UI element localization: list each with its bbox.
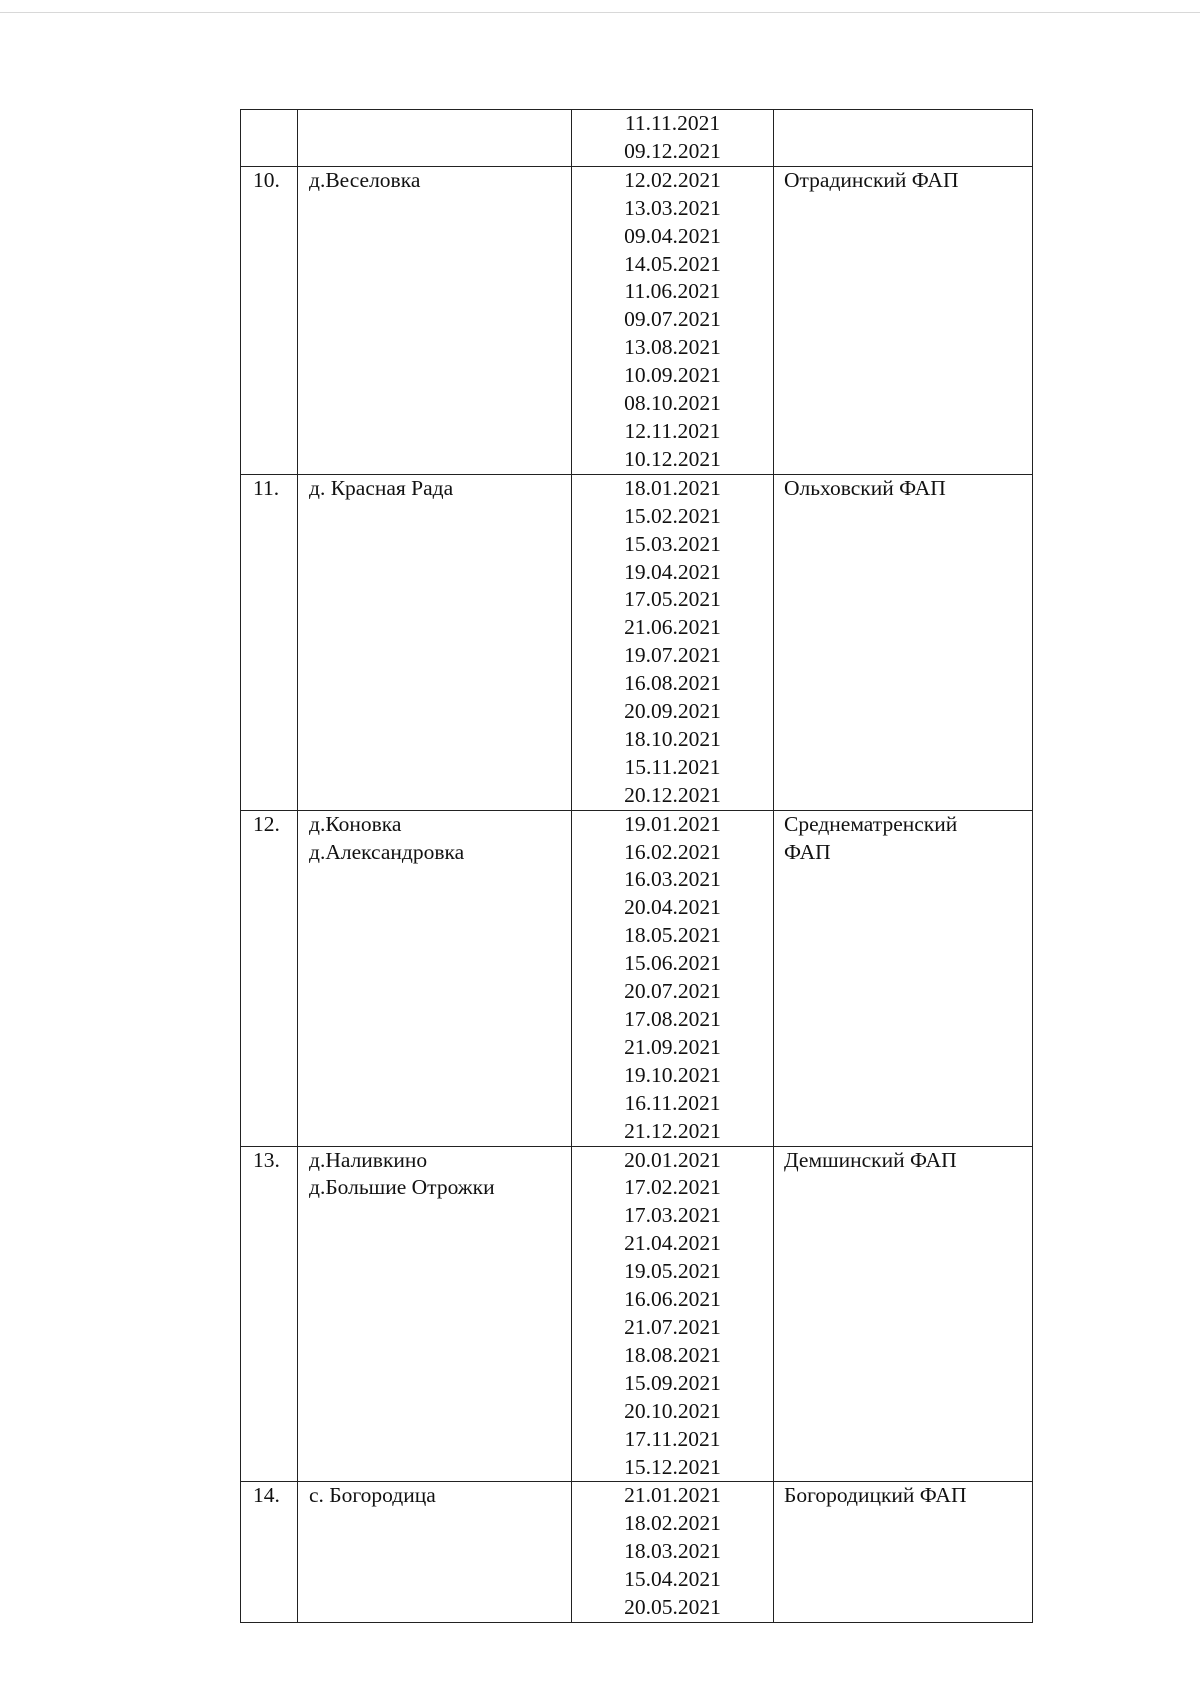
place-name: д.Александровка	[309, 839, 465, 864]
row-number-cell	[241, 110, 298, 167]
dates-cell	[572, 810, 774, 1146]
date-entry: 08.10.2021	[624, 391, 721, 416]
date-entry: 20.05.2021	[624, 1595, 721, 1620]
date-entry: 21.04.2021	[624, 1231, 721, 1256]
table-row	[241, 810, 1033, 1146]
date-entry: 19.04.2021	[624, 559, 721, 584]
row-number: 12.	[253, 811, 280, 836]
place-name: д.Веселовка	[309, 167, 421, 192]
date-entry: 15.06.2021	[624, 951, 721, 976]
date-entry: 13.03.2021	[624, 195, 721, 220]
date-entry: 09.04.2021	[624, 223, 721, 248]
row-number-cell	[241, 474, 298, 810]
date-entry: 18.05.2021	[624, 923, 721, 948]
schedule-body	[241, 110, 1033, 1623]
date-entry: 14.05.2021	[624, 251, 721, 276]
date-entry: 13.08.2021	[624, 335, 721, 360]
place-cell	[298, 1482, 572, 1623]
table-row	[241, 110, 1033, 167]
fap-name: Демшинский ФАП	[784, 1147, 957, 1172]
table-row	[241, 474, 1033, 810]
table-row	[241, 1146, 1033, 1482]
date-entry: 18.01.2021	[624, 475, 721, 500]
place-name: д.Большие Отрожки	[309, 1175, 495, 1200]
date-entry: 17.08.2021	[624, 1007, 721, 1031]
place-cell	[298, 110, 572, 167]
fap-name: Богородицкий ФАП	[784, 1483, 967, 1508]
date-entry: 15.03.2021	[624, 531, 721, 556]
date-entry: 20.01.2021	[624, 1147, 721, 1172]
date-entry: 19.10.2021	[624, 1062, 721, 1087]
date-entry: 15.04.2021	[624, 1567, 721, 1592]
dates-cell	[572, 474, 774, 810]
fap-cell	[774, 166, 1033, 474]
dates-cell	[572, 1146, 774, 1482]
date-entry: 21.01.2021	[624, 1483, 721, 1508]
date-entry: 16.08.2021	[624, 671, 721, 696]
date-entry: 20.09.2021	[624, 699, 721, 724]
date-entry: 18.03.2021	[624, 1539, 721, 1564]
place-cell	[298, 810, 572, 1146]
table-row	[241, 1482, 1033, 1623]
date-entry: 17.03.2021	[624, 1203, 721, 1228]
fap-name: Отрадинский ФАП	[784, 167, 959, 192]
fap-cell	[774, 1482, 1033, 1623]
date-entry: 20.07.2021	[624, 979, 721, 1004]
date-entry: 10.12.2021	[624, 446, 721, 471]
date-entry: 18.02.2021	[624, 1511, 721, 1536]
fap-name: Ольховский ФАП	[784, 475, 946, 500]
place-name: д.Наливкино	[309, 1147, 428, 1172]
date-entry: 10.09.2021	[624, 363, 721, 388]
row-number-cell	[241, 1482, 298, 1623]
place-cell	[298, 474, 572, 810]
row-number-cell	[241, 1146, 298, 1482]
schedule-table	[240, 109, 1033, 1623]
date-entry: 09.07.2021	[624, 307, 721, 332]
date-entry: 16.02.2021	[624, 839, 721, 864]
date-entry: 16.06.2021	[624, 1287, 721, 1312]
row-number: 10.	[253, 167, 280, 192]
date-entry: 21.09.2021	[624, 1034, 721, 1059]
date-entry: 12.02.2021	[624, 167, 721, 192]
date-entry: 17.11.2021	[624, 1426, 721, 1451]
date-entry: 11.11.2021	[624, 111, 721, 135]
date-entry: 16.11.2021	[624, 1090, 721, 1115]
date-entry: 20.10.2021	[624, 1398, 721, 1423]
date-entry: 21.12.2021	[624, 1118, 721, 1143]
date-entry: 15.09.2021	[624, 1370, 721, 1395]
date-entry: 15.11.2021	[624, 754, 721, 779]
place-cell	[298, 1146, 572, 1482]
fap-name: Среднематренский	[784, 811, 958, 836]
date-entry: 15.02.2021	[624, 503, 721, 528]
table-row	[241, 166, 1033, 474]
date-entry: 17.02.2021	[624, 1175, 721, 1200]
place-cell	[298, 166, 572, 474]
dates-cell	[572, 1482, 774, 1623]
date-entry: 18.08.2021	[624, 1342, 721, 1367]
date-entry: 19.05.2021	[624, 1259, 721, 1284]
place-name: с. Богородица	[309, 1483, 436, 1508]
dates-cell	[572, 110, 774, 167]
row-number: 11.	[253, 475, 280, 500]
date-entry: 21.07.2021	[624, 1314, 721, 1339]
date-entry: 09.12.2021	[624, 138, 721, 163]
date-entry: 16.03.2021	[624, 867, 721, 892]
fap-name: ФАП	[784, 839, 831, 864]
date-entry: 20.04.2021	[624, 895, 721, 920]
date-entry: 19.01.2021	[624, 811, 721, 836]
row-number: 13.	[253, 1147, 280, 1172]
date-entry: 12.11.2021	[624, 418, 721, 443]
fap-cell	[774, 110, 1033, 167]
date-entry: 19.07.2021	[624, 643, 721, 668]
date-entry: 15.12.2021	[624, 1454, 721, 1479]
fap-cell	[774, 1146, 1033, 1482]
date-entry: 11.06.2021	[624, 279, 721, 304]
place-name: д.Коновка	[309, 811, 402, 836]
date-entry: 17.05.2021	[624, 587, 721, 612]
row-number-cell	[241, 810, 298, 1146]
fap-cell	[774, 474, 1033, 810]
place-name: д. Красная Рада	[309, 475, 454, 500]
date-entry: 20.12.2021	[624, 782, 721, 807]
fap-cell	[774, 810, 1033, 1146]
row-number: 14.	[253, 1483, 280, 1508]
date-entry: 18.10.2021	[624, 726, 721, 751]
scan-top-rule	[0, 12, 1200, 13]
date-entry: 21.06.2021	[624, 615, 721, 640]
dates-cell	[572, 166, 774, 474]
row-number-cell	[241, 166, 298, 474]
